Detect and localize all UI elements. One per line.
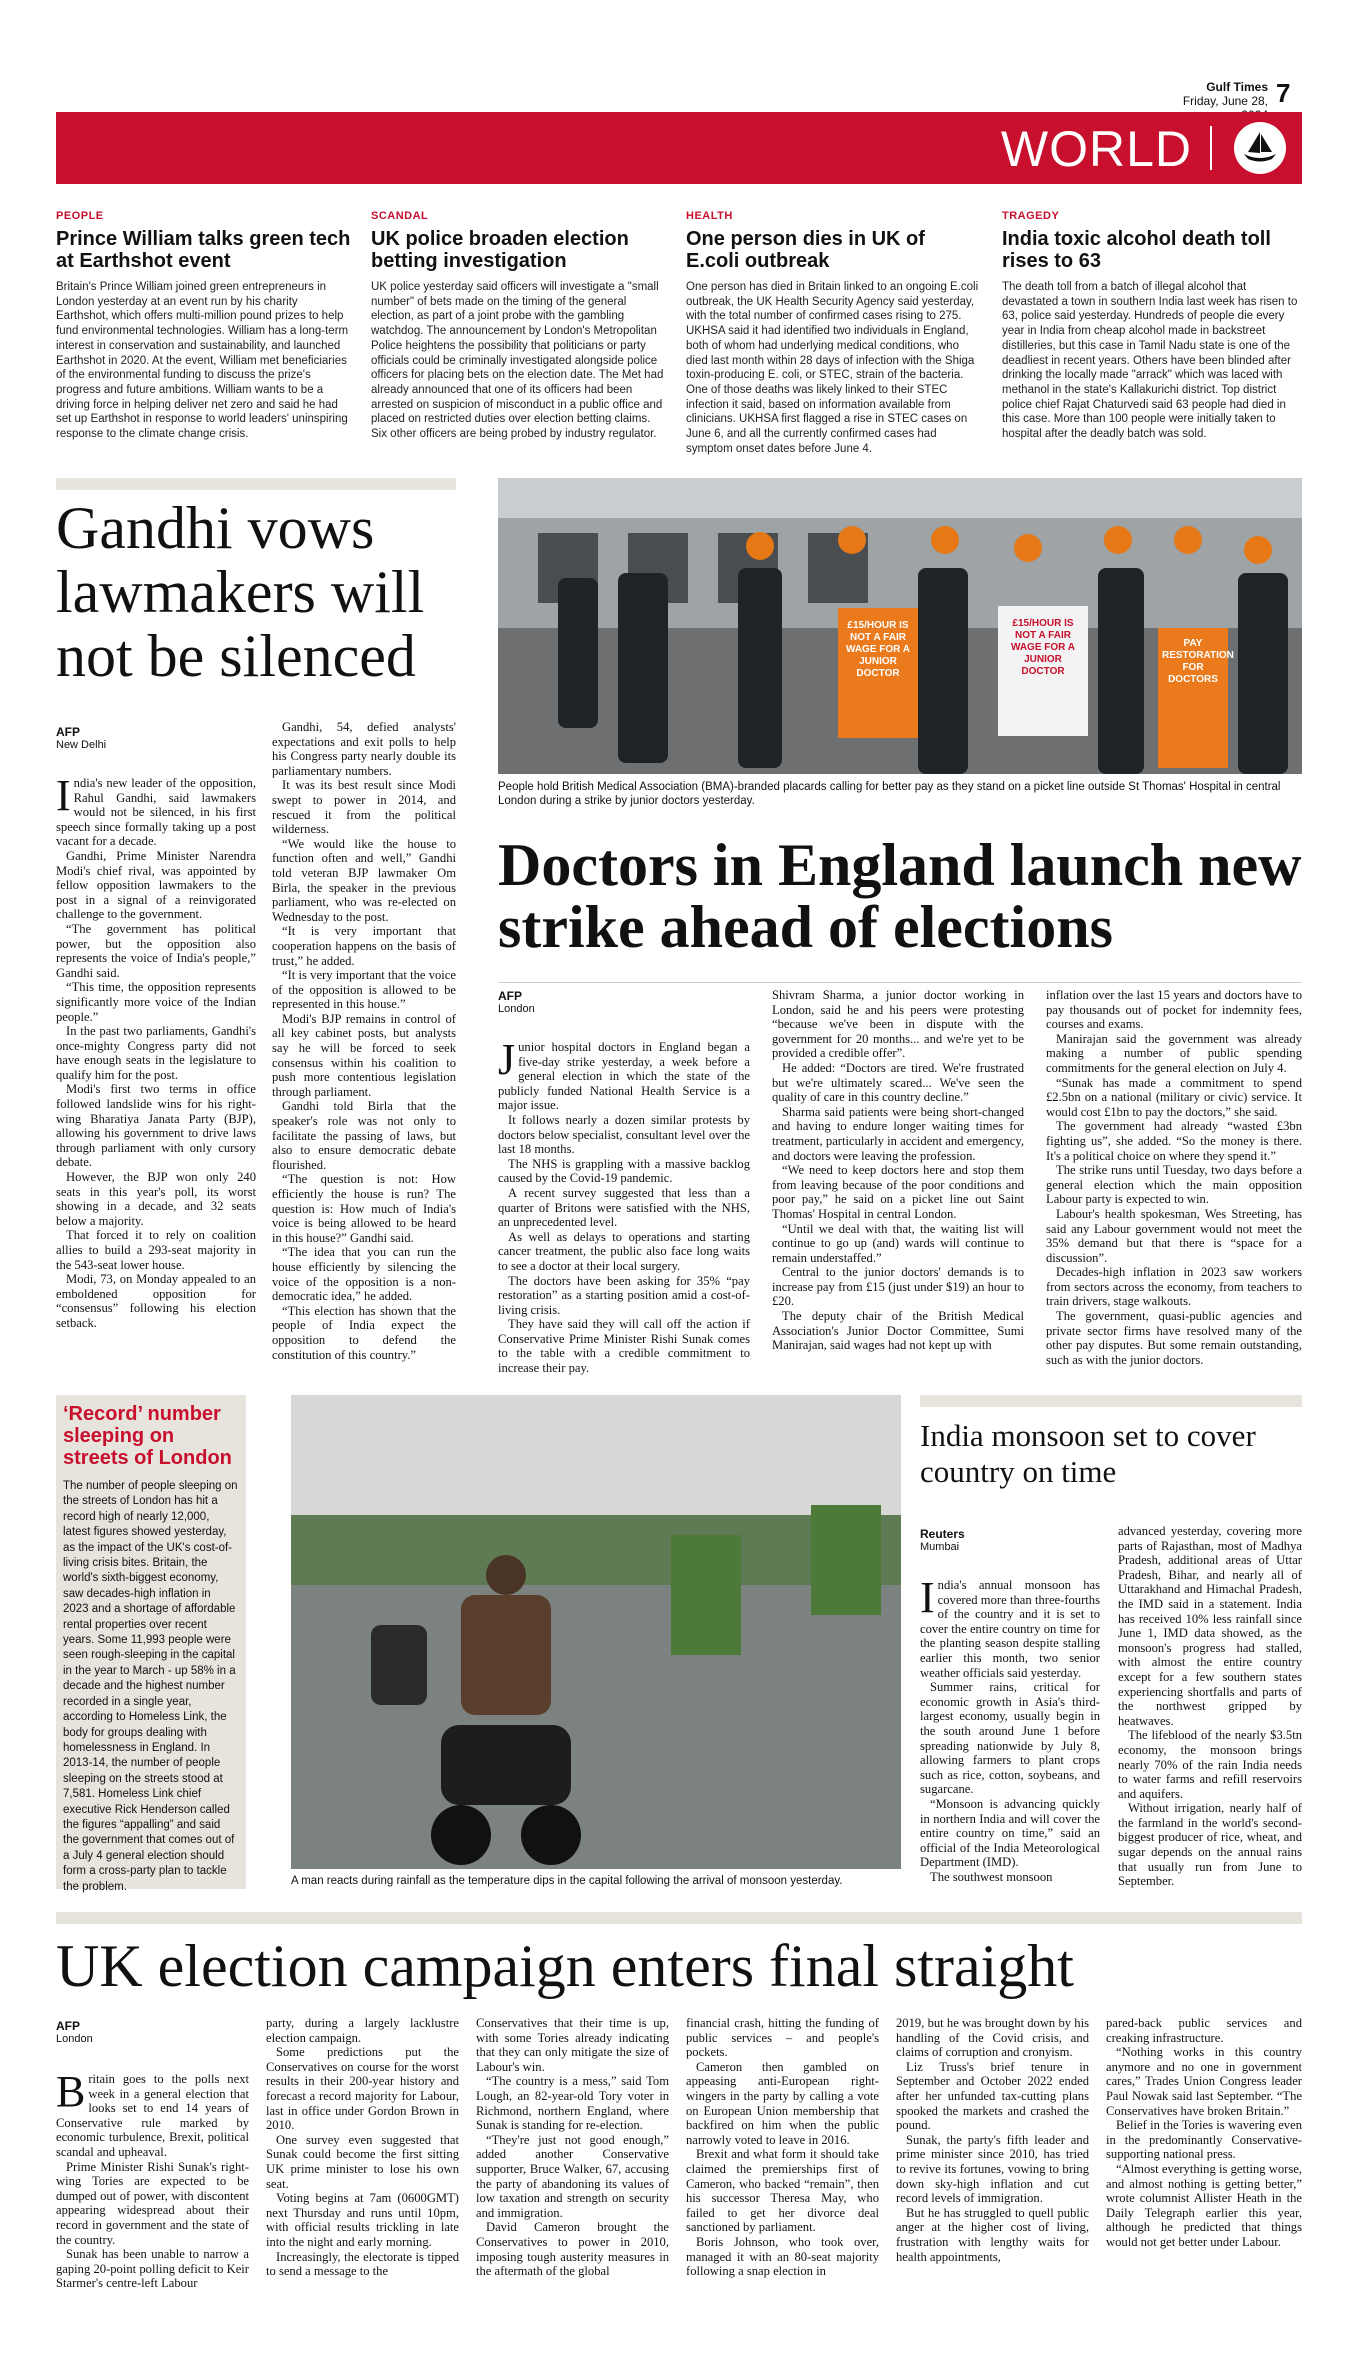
section-banner [56,112,1302,184]
paragraph: Belief in the Tories is wavering even in the predominantly Conservative-supporting national press. [1106,2118,1302,2162]
paragraph: “They're just not good enough,” added another Conservative supporter, Bruce Walker, 67, accusing the party of abandoning its values of low taxation and strength on security and immigration. [476,2132,669,2220]
paragraph: Manirajan said the government was already making a number of public spending commitments for the general election on July 4. [1046,1031,1302,1075]
paragraph: pared-back public services and creaking infrastructure. [1106,2016,1302,2045]
paragraph: India's annual monsoon has covered more than three-fourths of the country and it is set to cover the entire country on time for the planting season despite stalling earlier this month, two senior weather officials said yesterday. [920,1573,1100,1680]
paragraph: However, the BJP won only 240 seats in this year's poll, its worst showing in a decade, and 32 seats below a majority. [56,1170,256,1228]
brief-people [56,210,351,442]
paragraph: Brexit and what form it should take claimed the premierships first of Cameron, who backed “remain”, then his successor Theresa May, who failed to get her divorce deal sanctioned by parliament. [686,2147,879,2235]
rule [498,982,1302,983]
brief-scandal [371,210,666,442]
brief-headline[interactable]: Prince William talks green tech at Earthshot event [56,228,351,272]
paragraph: The deputy chair of the British Medical Association's Junior Doctor Committee, Sumi Manirajan, said wages had not kept up with [772,1309,1024,1353]
paragraph: party, during a largely lacklustre election campaign. [266,2016,459,2045]
paragraph: Gandhi, 54, defied analysts' expectations and exit polls to help his Congress party nearly double its parliamentary numbers. [272,720,456,778]
rain-street-illustration [291,1395,901,1869]
paragraph: Sunak has been unable to narrow a gaping 20-point polling deficit to Keir Starmer's centre-left Labour [56,2247,249,2291]
paragraph: Modi's BJP remains in control of all key cabinet posts, but analysts say he will be forced to seek consensus within his coalition to push more contentious legislation through parliament. [272,1011,456,1099]
brief-kicker: SCANDAL [371,210,429,222]
monsoon-photo-caption: A man reacts during rainfall as the temperature dips in the capital following the arrival of monsoon yesterday. [291,1875,843,1887]
brief-body: One person has died in Britain linked to an ongoing E.coli outbreak, the UK Health Security Agency said yesterday, with the total number of confirmed cases rising to 275. UKHSA said it had identified two individuals in England, both of whom had underlying medical conditions, who died last month within 28 days of infection with the Shiga toxin-producing E. coli, or STEC, strain of the bacteria. One of those deaths was likely linked to their STEC infection it said, based on information available from clinicians. UKHSA first flagged a rise in STEC cases on June 6, and all the currently confirmed cases had symptom onset dates before June 4. [686,281,979,455]
paper-name: Gulf Times [1206,80,1268,94]
doctors-byline [498,990,618,1016]
banner-divider [1210,126,1212,170]
gandhi-byline [56,726,176,752]
issue-date: Friday, June 28, [1182,94,1268,108]
brief-kicker: HEALTH [686,210,733,222]
paragraph: As well as delays to operations and starting cancer treatment, the public also face long waits to see a doctor at their local surgery. [498,1229,750,1273]
paragraph: The government had already “wasted £3bn fighting us”, she added. “So the money is there. It's a political choice on where they spend it.” [1046,1119,1302,1163]
paragraph: Sunak, the party's fifth leader and prime minister since 2010, has tried to revive its fortunes, vowing to bring down sky-high inflation and cut record levels of immigration. [896,2132,1089,2206]
byline-place: New Delhi [56,739,107,751]
paragraph: “Nothing works in this country anymore and no one in government cares,” Trades Union Congress leader Paul Nowak said last September. “The Conservatives have broken Britain.” [1106,2045,1302,2118]
monsoon-byline [920,1528,1040,1554]
paragraph: It was its best result since Modi swept to power in 2014, and rescued it from the political wilderness. [272,778,456,837]
paragraph: “The question is not: How efficiently the house is run? The question is: How much of India's voice is being allowed to be heard in this house?” Gandhi said. [272,1172,456,1245]
gandhi-column-2 [272,720,456,1362]
paragraph: Prime Minister Rishi Sunak's right-wing Tories are expected to be dumped out of power, with discontent appearing widespread about their record in government and the state of the country. [56,2159,249,2247]
paragraph: That forced it to rely on coalition allies to build a 293-seat majority in the 543-seat lower house. [56,1228,256,1272]
brief-tragedy [1002,210,1302,442]
paragraph: 2019, but he was brought down by his handling of the Covid crisis, and claims of corruption and cronyism. [896,2016,1089,2060]
election-column-4 [686,2016,879,2279]
paragraph: “The country is a mess,” said Tom Lough, an 82-year-old Tory voter in Richmond, northern England, where Sunak is standing for re-election. [476,2074,669,2133]
paragraph: Boris Johnson, who took over, managed it with an 80-seat majority following a snap election in [686,2234,879,2279]
paragraph: Gandhi, Prime Minister Narendra Modi's chief rival, was appointed by fellow opposition lawmakers to the post in a signal of a reinvigorated challenge to the government. [56,848,256,922]
election-column-3 [476,2016,669,2279]
paragraph: The strike runs until Tuesday, two days before a general election which the main opposition Labour party is expected to win. [1046,1163,1302,1207]
election-column-6 [1106,2016,1302,2250]
paragraph: “This election has shown that the people of India expect the opposition to defend the constitution of this country.” [272,1303,456,1362]
paragraph: “This time, the opposition represents significantly more voice of the Indian people.” [56,980,256,1024]
divider-bar [56,478,456,490]
paragraph: “We would like the house to function often and well,” Gandhi told veteran BJP lawmaker Om Birla, the speaker in the previous parliament, who was re-elected on Wednesday to the post. [272,836,456,924]
brief-headline[interactable]: One person dies in UK of E.coli outbreak [686,228,925,272]
paragraph: Liz Truss's brief tenure in September and October 2022 ended after her unfunded tax-cutting plans spooked the markets and crashed the pound. [896,2059,1089,2133]
paragraph: “We need to keep doctors here and stop them from leaving because of the poor conditions and poor pay,” he said on a picket line out Saint Thomas' Hospital in central London. [772,1163,1024,1221]
gandhi-column-1 [56,771,256,1331]
paragraph: David Cameron brought the Conservatives to power in 2010, imposing tough austerity measures in the aftermath of the global [476,2220,669,2279]
brief-headline[interactable]: UK police broaden election betting investigation [371,228,629,272]
paragraph: The lifeblood of the nearly $3.5tn economy, the monsoon brings nearly 70% of the rain India needs to water farms and refill reservoirs and aquifers. [1118,1728,1302,1801]
doctors-column-3 [1046,988,1302,1367]
paragraph: In the past two parliaments, Gandhi's once-mighty Congress party did not have enough seats in the legislature to qualify him for the post. [56,1024,256,1082]
paragraph: It follows nearly a dozen similar protests by doctors below specialist, consultant level over the last 18 months. [498,1112,750,1157]
paragraph: One survey even suggested that Sunak could become the first sitting UK prime minister to lose his own seat. [266,2132,459,2191]
placard-text: £15/HOUR IS NOT A FAIR WAGE FOR A JUNIOR DOCTOR [1010,618,1076,677]
paragraph: Modi's first two terms in office followed landslide wins for his right-wing Bharatiya Janata Party (BJP), allowing his government to drive laws through parliament with only cursory debate. [56,1082,256,1170]
brief-kicker: TRAGEDY [1002,210,1060,222]
byline-place: London [498,1003,535,1015]
paragraph: Summer rains, critical for economic growth in Asia's third-largest economy, usually begin in the south around June 1 before spreading nationwide by July 8, allowing farmers to plant crops such as rice, cotton, soybeans, and sugarcane. [920,1680,1100,1797]
brief-kicker: PEOPLE [56,210,104,222]
byline-agency: AFP [56,725,80,739]
paragraph: “Until we deal with that, the waiting list will continue to go up (and) wards will continue to remain understaffed.” [772,1221,1024,1265]
placard-text: PAY RESTORATION FOR DOCTORS [1162,638,1234,685]
monsoon-column-2 [1118,1524,1302,1889]
paragraph: India's new leader of the opposition, Rahul Gandhi, said lawmakers would not be silenced, in his first speech since formally taking up a post vacant for a decade. [56,771,256,849]
doctors-photo [498,478,1302,774]
paragraph: The southwest monsoon [930,1869,1053,1884]
paragraph: They have said they will call off the action if Conservative Prime Minister Rishi Sunak comes to the table with a credible commitment to increase their pay. [498,1317,750,1376]
monsoon-photo [291,1395,901,1869]
paragraph: Some predictions put the Conservatives on course for the worst results in their 200-year history and forecast a record majority for Labour, last in office under Gordon Brown in 2010. [266,2045,459,2133]
paragraph: But he has struggled to quell public anger at the higher cost of living, frustration with lengthy waits for health appointments, [896,2205,1089,2264]
sidebar-body: The number of people sleeping on the streets of London has hit a record high of nearly 12,000, latest figures showed yesterday, as the impact of the UK's cost-of-living crisis bites. Britain, the world's sixth-biggest economy, saw decades-high inflation in 2023 and a shortage of affordable rental properties over recent years. Some 11,993 people were seen rough-sleeping in the capital in the year to March - up 58% in a decade and the highest number recorded in a single year, according to Homeless Link, the body for groups dealing with homelessness in England. In 2013-14, the number of people sleeping on the streets stood at 7,581. Homeless Link chief executive Rick Henderson called the figures “appalling” and said the government that comes out of a July 4 general election should form a cross-party plan to tackle the problem. [63,1480,238,1893]
paragraph: inflation over the last 15 years and doctors have to pay thousands out of pocket for indemnity fees, courses and exams. [1046,988,1302,1032]
paragraph: Cameron then gambled on appeasing anti-European right-wingers in the party by calling a vote on European Union membership that backfired on him when the public narrowly voted to leave in 2016. [686,2059,879,2147]
gandhi-headline[interactable]: Gandhi vows lawmakers will not be silenced [56,495,425,689]
paragraph: “It is very important that cooperation happens on the basis of trust,” he added. [272,924,456,968]
paragraph: Modi, 73, on Monday appealed to an emboldened opposition for “consensus” following his election setback. [56,1272,256,1330]
paragraph: The doctors have been asking for 35% “pay restoration” as a starting position amid a cost-of-living crisis. [498,1273,750,1317]
monsoon-headline[interactable]: India monsoon set to cover country on time [920,1418,1256,1489]
paragraph: “Sunak has made a commitment to spend £2.5bn on a national (military or civic) service. It would cost £1bn to pay the doctors,” she said. [1046,1075,1302,1119]
paragraph: The government, quasi-public agencies and private sector firms have resolved many of the other pay disputes. But some remain outstanding, such as with the junior doctors. [1046,1309,1302,1367]
brief-body: Britain's Prince William joined green entrepreneurs in London yesterday at an event run by his charity Earthshot, which offers multi-million pound prizes to help fund environmental technologies. William has a long-term interest in conservation and sustainability, and launched Earthshot in 2020. At the event, William met beneficiaries of the environmental funding to discuss the prize's progress and future ambitions. William wants to be a driving force in helping deliver net zero and said he had set up Earthshot in response to world leaders' uninspiring response to the climate change crisis. [56,281,349,441]
divider-bar [56,1912,1302,1924]
byline-place: Mumbai [920,1541,960,1553]
paragraph: Labour's health spokesman, Wes Streeting, has said any Labour government would not meet the 35% demand but that there is “space for a discussion”. [1046,1206,1302,1265]
paragraph: Central to the junior doctors' demands is to increase pay from £15 (just under $19) an hour to £20. [772,1265,1024,1309]
paragraph: “The idea that you can run the house efficiently by silencing the voice of the opposition is a non-democratic idea,” he added. [272,1245,456,1304]
paragraph: Shivram Sharma, a junior doctor working in London, said he and his peers were protesting “because we've been in dispute with the government for 20 months... and we're yet to be provided a credible offer”. [772,988,1024,1061]
byline-place: London [56,2033,93,2045]
paragraph: “Almost everything is getting worse, and almost nothing is getting better,” wrote columnist Allister Heath in the Daily Telegraph earlier this year, although he predicted that things would not get better under Labour. [1106,2161,1302,2249]
byline-agency: AFP [56,2019,80,2033]
paragraph: Without irrigation, nearly half of the farmland in the world's second-biggest producer of rice, wheat, and sugar depends on the annual rains that usually run from June to September. [1118,1801,1302,1889]
election-column-1 [56,2067,249,2291]
election-byline [56,2020,176,2046]
brief-health [686,210,981,456]
doctors-column-1 [498,1035,750,1376]
doctors-photo-caption: People hold British Medical Association (BMA)-branded placards calling for better pay as they stand on a picket line outside St Thomas' Hospital in central London during a strike by junior doctors yesterday. [498,781,1281,807]
paragraph: Britain goes to the polls next week in a general election that looks set to end 14 years of Conservative rule marked by economic turbulence, Brexit, political scandal and upheaval. [56,2067,249,2159]
doctors-column-2 [772,988,1024,1353]
section-title: WORLD [1000,121,1192,177]
paragraph: financial crash, hitting the funding of public services – and people's pockets. [686,2016,879,2060]
paragraph: Increasingly, the electorate is tipped to send a message to the [266,2249,459,2279]
brief-headline[interactable]: India toxic alcohol death toll rises to 63 [1002,228,1271,272]
doctors-headline[interactable]: Doctors in England launch new strike ahead of elections [498,832,1302,960]
paragraph: Decades-high inflation in 2023 saw workers from sectors across the economy, from teachers to train drivers, stage walkouts. [1046,1265,1302,1309]
election-column-5 [896,2016,1089,2264]
paragraph: advanced yesterday, covering more parts of Rajasthan, most of Madhya Pradesh, additional areas of Uttar Pradesh, Bihar, and nearly all of Uttarakhand and Himachal Pradesh, the IMD said in a statement. India has received 10% less rainfall since June 1, IMD data showed, as the monsoon's progress had stalled, with almost the entire country except for a few southern states experiencing shortfalls and parts of the northwest gripped by heatwaves. [1118,1524,1302,1728]
byline-agency: Reuters [920,1527,965,1541]
page-number: 7 [1276,78,1291,108]
byline-agency: AFP [498,989,522,1003]
paragraph: Voting begins at 7am (0600GMT) next Thursday and runs until 10pm, with official results trickling in late into the night and early morning. [266,2191,459,2249]
election-column-2 [266,2016,459,2279]
paragraph: Junior hospital doctors in England began a five-day strike yesterday, a week before a general election in which the state of the publicly funded National Health Service is a major issue. [498,1035,750,1113]
paragraph: “Monsoon is advancing quickly in northern India and will cover the entire country on time,” said an official of the India Meteorological Department (IMD). [920,1796,1100,1870]
paragraph: A recent survey suggested that less than a quarter of Britons were satisfied with the NHS, an unprecedented level. [498,1185,750,1230]
election-headline[interactable]: UK election campaign enters final straight [56,1933,1074,1999]
paragraph: The NHS is grappling with a massive backlog caused by the Covid-19 pandemic. [498,1156,750,1186]
brief-body: UK police yesterday said officers will investigate a "small number" of bets made on the timing of the general election, as part of a joint probe with the gambling watchdog. The announcement by London's Metropolitan Police heightens the possibility that politicians or party officials could be criminally investigated alongside police officers for placing bets on the election date. The Met had already announced that one of its officers had been arrested on suspicion of misconduct in a public office and placed on restricted duties over election betting claims. Six other officers are being probed by industry regulator. [371,281,664,441]
dhow-boat-icon [1234,122,1286,174]
paragraph: “The government has political power, but the opposition also represents the voice of India's people,” Gandhi said. [56,921,256,980]
paragraph: Sharma said patients were being short-changed and having to endure longer waiting times for treatment, particularly in accident and emergency, and doctors were leaving the profession. [772,1104,1024,1163]
placard-text: £15/HOUR IS NOT A FAIR WAGE FOR A JUNIOR DOCTOR [845,620,911,679]
monsoon-column-1 [920,1573,1100,1884]
paragraph: He added: “Doctors are tired. We're frustrated but we're ultimately scared... We've seen the quality of care in this country decline.” [772,1060,1024,1105]
sidebar-headline[interactable]: ‘Record’ number sleeping on streets of London [63,1403,232,1469]
paragraph: “It is very important that the voice of the opposition is allowed to be represented in this house.” [272,968,456,1012]
paragraph: Conservatives that their time is up, with some Tories already indicating that they can only mitigate the size of Labour's win. [476,2016,669,2074]
sleeping-sidebar [56,1395,246,1893]
paragraph: Gandhi told Birla that the speaker's role was not only to facilitate the passing of laws, but also to ensure democratic debate flourished. [272,1099,456,1172]
brief-body: The death toll from a batch of illegal alcohol that devastated a town in southern India last week has risen to 63, police said yesterday. Hundreds of people die every year in India from cheap alcohol made in backstreet distilleries, but this case in Tamil Nadu state is one of the deadliest in recent years. Others have been blinded after drinking the locally made "arrack" which was laced with methanol in the state's Kallakurichi district. Top district police chief Rajat Chaturvedi said 63 people had died in this case. More than 100 people were initially taken to hospital after the deadly batch was sold. [1002,281,1298,441]
divider-bar [920,1395,1302,1407]
